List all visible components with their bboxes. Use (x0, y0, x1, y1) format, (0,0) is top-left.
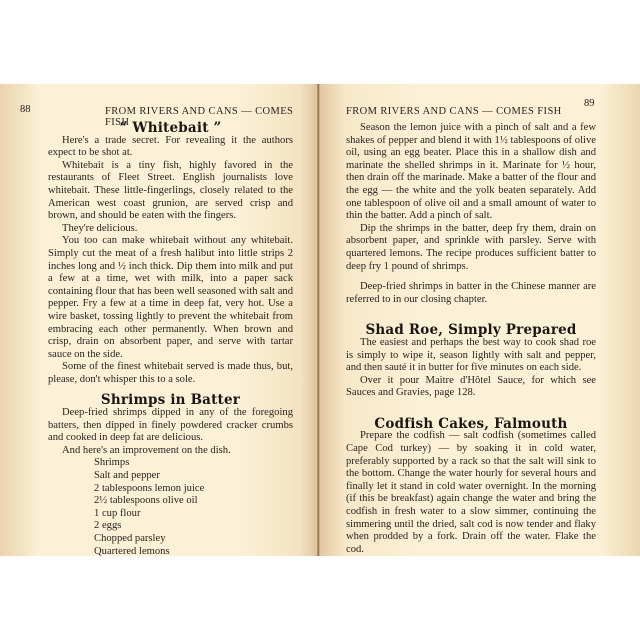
running-head: FROM RIVERS AND CANS — COMES FISH (105, 106, 294, 128)
ingredient-list (48, 457, 293, 558)
recipe-title-shad-roe: Shad Roe, Simply Prepared (365, 322, 577, 339)
paragraph: Dip the shrimps in the batter, deep fry them, drain on absorbent paper, and sprinkle with parsley. Serve with quartered lemons. The recipe produces sufficient batter to deep fry 1 pound of shrimps. (346, 222, 596, 272)
ingredient-item: 1 cup flour (94, 507, 141, 519)
book-spread (0, 84, 640, 556)
left-page (0, 84, 318, 556)
ingredient-item: 2 tablespoons lemon juice (94, 482, 205, 494)
ingredient-item: Quartered lemons (94, 545, 170, 557)
page-number: 89 (584, 98, 595, 109)
recipe-title-codfish-cakes: Codfish Cakes, Falmouth (374, 415, 568, 432)
note-paragraph: Deep-fried shrimps in batter in the Chinese manner are referred to in our closing chapter. (346, 281, 596, 305)
ingredient-item: Shrimps (94, 457, 130, 469)
paragraph: Whitebait is a tiny fish, highly favored in the restaurants of Fleet Street. English journalists love whitebait. These little-fingerlings, closely related to the American west coast grunion, are served crisp and brown, and should be eaten with the fingers. (48, 159, 293, 222)
page-number: 88 (20, 104, 31, 115)
right-page-body (346, 122, 596, 556)
recipe-title-shrimps-in-batter: Shrimps in Batter (100, 392, 241, 409)
paragraph: Season the lemon juice with a pinch of salt and a few shakes of pepper and blend it with 1½ tablespoons of olive oil, using an egg beater. Place this in a shallow dish and marinate the shelled shrimps in it. Marinate for ½ hour, then drain off the marinade. Make a batter of the flour and the egg — the white and the yolk beaten separately. Add one tablespoon of olive oil and a small amount of water to thin the batter. Add a pinch of salt. (346, 122, 596, 222)
paragraph: Prepare the codfish — salt codfish (sometimes called Cape Cod turkey) — by soaking it in cold water, preferably supported by a rack so that the salt will sink to the bottom. Change the water hourly for several hours and finally let it stand in cold water overnight. In the morning (if this be breakfast) again change the water and bring the codfish in fresh water to a slow simmer, continuing the simmering until the dried, salt cod is now tender and flaky when prodded by a fork. Drain off the water. Flake the cod. (346, 430, 596, 555)
ingredient-item: 2 eggs (94, 520, 122, 532)
paragraph: Deep-fried shrimps dipped in any of the foregoing batters, then dipped in finely powdered cracker crumbs and cooked in deep fat are delicious. (48, 407, 293, 444)
recipe-title-whitebait: “ Whitebait ” (119, 120, 222, 136)
paragraph: You too can make whitebait without any whitebait. Simply cut the meat of a fresh halibut into little strips 2 inches long and ½ inch thick. Dip them into milk and put a few at a time, wet with milk, into a paper sack containing flour that has been well seasoned with salt and pepper. Fry a few at a time in deep fat, very hot. Use a wire basket, tossing lightly to prevent the whitebait from embracing each other permanently. When brown and crisp, drain on absorbent paper, and serve with tartar sauce on the side. (48, 235, 293, 360)
paragraph: The easiest and perhaps the best way to cook shad roe is simply to wipe it, season lightly with salt and pepper, and then sauté it in butter for five minutes on each side. (346, 336, 596, 374)
ingredient-item: Salt and pepper (94, 470, 160, 482)
paragraph: Over it pour Maitre d'Hôtel Sauce, for which see Sauces and Gravies, page 128. (346, 374, 596, 399)
right-page (320, 84, 640, 556)
paragraph: They're delicious. (62, 222, 138, 234)
paragraph: And here's an improvement on the dish. (62, 444, 231, 456)
paragraph: Some of the finest whitebait served is made thus, but, please, don't whisper this to a sole. (48, 361, 293, 385)
ingredient-item: 2½ tablespoons olive oil (94, 495, 198, 507)
running-head: FROM RIVERS AND CANS — COMES FISH (346, 106, 562, 117)
ingredient-item: Chopped parsley (94, 533, 166, 544)
left-page-body (48, 122, 293, 558)
paragraph: Here's a trade secret. For revealing it the authors expect to be shot at. (48, 134, 293, 159)
